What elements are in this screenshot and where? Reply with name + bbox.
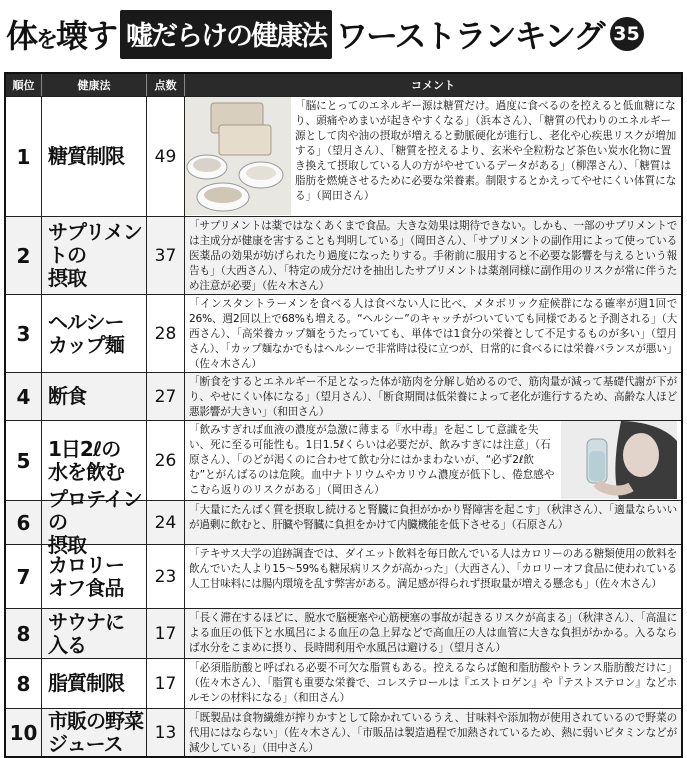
header-method: 健康法	[41, 74, 146, 96]
comment	[184, 97, 681, 216]
comment-text: 「インスタントラーメンを食べる人は食べない人に比べ、メタボリック症候群になる確率が週1回で26%、週2回以上で68%も増える。“ヘルシー”のキャッチがついていても同様であると予測される」（大西さん）、「高栄養カップ麺をうたっていても、単体では1食分の栄養として不足するものが多い」（望月さん）、「カップ麺なかでもはヘルシーで非常時は役に立つが、日常的に食べるには栄養バランスが悪い」（佐々木さん）	[184, 295, 681, 372]
table-row	[6, 294, 681, 372]
table-row	[6, 708, 681, 756]
table-row	[6, 608, 681, 658]
score: 28	[146, 295, 184, 372]
table-header-row	[6, 74, 681, 96]
rank: 2	[16, 243, 31, 268]
table-row	[6, 544, 681, 608]
comment-text: 「大量にたんぱく質を摂取し続けると腎臓に負担がかかり腎障害を起こす」（秋津さん）、「適量ならいいが過剰に飲むと、肝臓や腎臓に負担をかけて内臓機能を低下させる」（石原さん）	[184, 501, 681, 544]
method-name: プロテインの 摂取	[41, 501, 146, 544]
method-name: サウナに 入る	[41, 609, 146, 658]
comment-text: 「必須脂肪酸と呼ばれる必要不可欠な脂質もある。控えるならば飽和脂肪酸やトランス脂肪酸だけに」（佐々木さん）、「脂質も重要な栄養で、コレステロールは『エストロゲン』や『テストステロン』などホルモンの材料になる」（和田さん）	[184, 659, 681, 708]
header-score: 点数	[146, 74, 184, 96]
bread-food-photo	[185, 97, 291, 215]
header-comment: コメント	[184, 74, 681, 96]
woman-drinking-water-photo	[561, 421, 677, 499]
rank: 7	[16, 564, 31, 589]
score: 49	[146, 97, 184, 216]
ranking-table	[4, 72, 683, 758]
method-name: 断食	[41, 373, 146, 420]
title-banner	[0, 0, 687, 68]
issue-number-badge: 35	[610, 17, 644, 51]
comment-text: 「テキサス大学の追跡調査では、ダイエット飲料を毎日飲んでいる人はカロリーのある糖類使用の飲料を飲んでいた人より15〜59%も糖尿病リスクが高かった」（大西さん）、「カロリーオフ食品に使われている人工甘味料には腸内環境を乱す弊害がある。満足感が得られず摂取量が増える懸念も」（佐々木さん）	[184, 545, 681, 608]
rank: 6	[16, 510, 31, 535]
method-name: 1日2ℓの 水を飲む	[41, 421, 146, 500]
rank: 1	[16, 144, 31, 169]
comment-text: 「サプリメントは薬ではなくあくまで食品。大きな効果は期待できない。しかも、一部のサプリメントでは主成分が健康を害することも判明している」（岡田さん）、「サプリメントの副作用によって使っている医薬品の効果が妨げられたり過度になったりする。手術前に服用すると不必要な影響を与えるという報告も」（大西さん）、「特定の成分だけを抽出したサプリメントは薬剤同様に副作用のリスクが常に伴うため注意が必要」（佐々木さん）	[184, 217, 681, 294]
table-row	[6, 372, 681, 420]
comment-text: 「飲みすぎれば血液の濃度が急激に薄まる『水中毒』を起こして意識を失い、死に至る可能性も。1日1.5ℓくらいは必要だが、飲みすぎには注意」（石原さん）、「のどが渇くのに合わせて飲む分にはかまわないが、“必ず2ℓ飲む”とがんばるのは危険。血中ナトリウムやカリウム濃度が低下し、倦怠感やこむら返りのリスクがある」（岡田さん）	[189, 424, 555, 496]
rank: 3	[16, 321, 31, 346]
rank: 10	[9, 720, 38, 745]
comment-text: 「既製品は食物繊維が搾りかすとして除かれているうえ、甘味料や添加物が使用されているので野菜の代用にはならない」（佐々木さん）、「市販品は製造過程で加熱されているため、熱に弱いビタミンなどが減少している」（田中さん）	[184, 709, 681, 756]
score: 13	[146, 709, 184, 756]
method-name: サプリメントの 摂取	[41, 217, 146, 294]
method-name: カロリー オフ食品	[41, 545, 146, 608]
table-row	[6, 216, 681, 294]
title-part3: ワーストランキング	[336, 17, 604, 55]
method-name: ヘルシー カップ麺	[41, 295, 146, 372]
score: 17	[146, 659, 184, 708]
method-name: 脂質制限	[41, 659, 146, 708]
score: 24	[146, 501, 184, 544]
title-part1: 体を壊す	[6, 17, 117, 55]
score: 23	[146, 545, 184, 608]
table-row	[6, 96, 681, 216]
rank: 8	[16, 671, 31, 696]
comment-text: 「脳にとってのエネルギー源は糖質だけ。過度に食べるのを控えると低血糖になり、頭痛やめまいが起きやすくなる」（浜本さん）、「糖質の代わりのエネルギー源として肉や油の摂取が増えると動脈硬化が進行し、老化や心疾患リスクが増加する」（望月さん）、「糖質を控えるより、玄米や全粒粉など茶色い炭水化物に置き換えて摂取している人の方がやせているデータがある」（柳澤さん）、「糖質は脂肪を燃焼させるために必要な栄養素。制限するとかえってやせにくい体質になる」（岡田さん）	[295, 100, 677, 202]
score: 26	[146, 421, 184, 500]
score: 27	[146, 373, 184, 420]
comment-text: 「断食をするとエネルギー不足となった体が筋肉を分解し始めるので、筋肉量が減って基礎代謝が下がり、やせにくい体になる」（望月さん）、「断食期間は低栄養によって老化が進行するため、高齢な人ほど悪影響が大きい」（和田さん）	[184, 373, 681, 420]
rank: 4	[16, 384, 31, 409]
score: 17	[146, 609, 184, 658]
rank: 5	[16, 448, 31, 473]
title-boxed: 嘘だらけの健康法	[120, 10, 332, 59]
comment	[184, 421, 681, 500]
score: 37	[146, 217, 184, 294]
comment-text: 「長く滞在するほどに、脱水で脳梗塞や心筋梗塞の事故が起きるリスクが高まる」（秋津さん）、「高温による血圧の低下と水風呂による血圧の急上昇などで高血圧の人は血管に大きな負担がかかる。入るならば水分をこまめに摂り、長時間利用や水風呂は避ける」（望月さん）	[184, 609, 681, 658]
table-row	[6, 487, 681, 557]
header-rank: 順位	[12, 79, 35, 92]
method-name: 糖質制限	[41, 97, 146, 216]
table-row	[6, 658, 681, 708]
rank: 8	[16, 621, 31, 646]
method-name: 市販の野菜 ジュース	[41, 709, 146, 756]
